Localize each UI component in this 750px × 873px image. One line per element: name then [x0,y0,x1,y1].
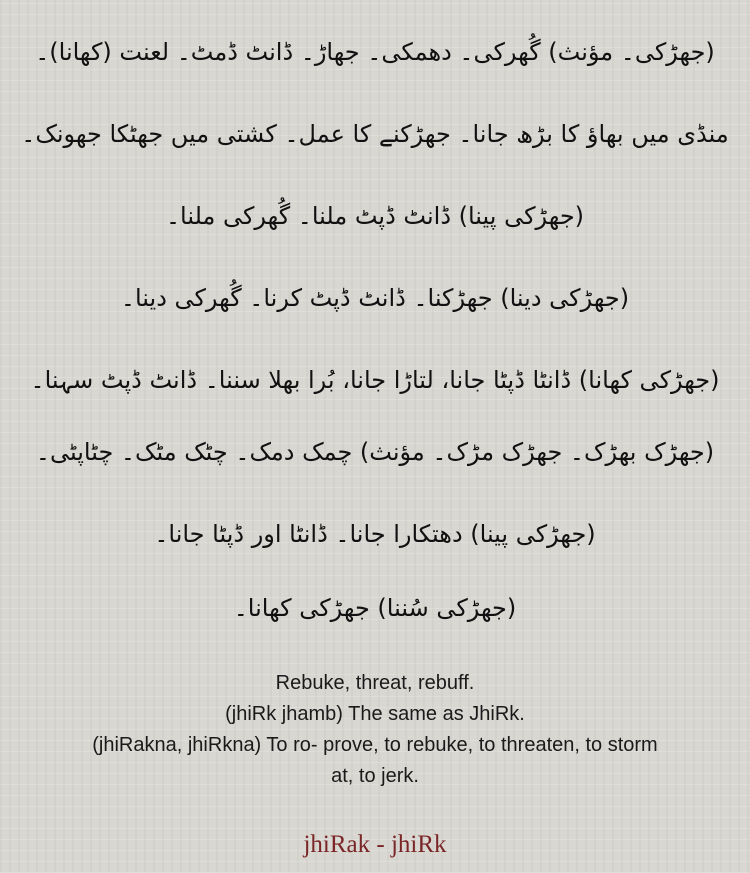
urdu-line-2: منڈی میں بھاؤ کا بڑھ جانا۔ جھڑکنے کا عمل۔ کشتی میں جھٹکا جھونک۔ [21,120,729,148]
urdu-line-4: (جھڑکی دینا) جھڑکنا۔ ڈانٹ ڈپٹ کرنا۔ گُھرکی دینا۔ [120,284,630,312]
english-line-2: (jhiRk jhamb) The same as JhiRk. [225,703,525,725]
entry-headword: jhiRak - jhiRk [303,831,447,858]
urdu-line-3: (جھڑکی پینا) ڈانٹ ڈپٹ ملنا۔ گُھرکی ملنا۔ [165,202,585,230]
english-line-1: Rebuke, threat, rebuff. [275,672,475,694]
urdu-line-5: (جھڑکی کھانا) ڈانٹا ڈپٹا جانا، لتاڑا جانا، بُرا بھلا سننا۔ ڈانٹ ڈپٹ سہنا۔ [30,366,720,394]
english-definitions [0,668,750,792]
english-line-4: at, to jerk. [331,765,419,787]
urdu-line-8: (جھڑکی سُننا) جھڑکی کھانا۔ [233,594,517,622]
urdu-line-7: (جھڑکی پینا) دھتکارا جانا۔ ڈانٹا اور ڈپٹا جانا۔ [154,520,596,548]
urdu-definitions [0,28,750,628]
english-line-3: (jhiRakna, jhiRkna) To ro- prove, to rebuke, to threaten, to storm [92,734,658,756]
urdu-line-6: (جھڑک بھڑک۔ جھڑک مڑک۔ مؤنث) چمک دمک۔ چٹک مٹک۔ چٹاپٹی۔ [35,438,715,466]
urdu-line-1: (جھڑکی۔ مؤنث) گُھرکی۔ دھمکی۔ جھاڑ۔ ڈانٹ ڈمٹ۔ لعنت (کھانا)۔ [35,38,715,66]
